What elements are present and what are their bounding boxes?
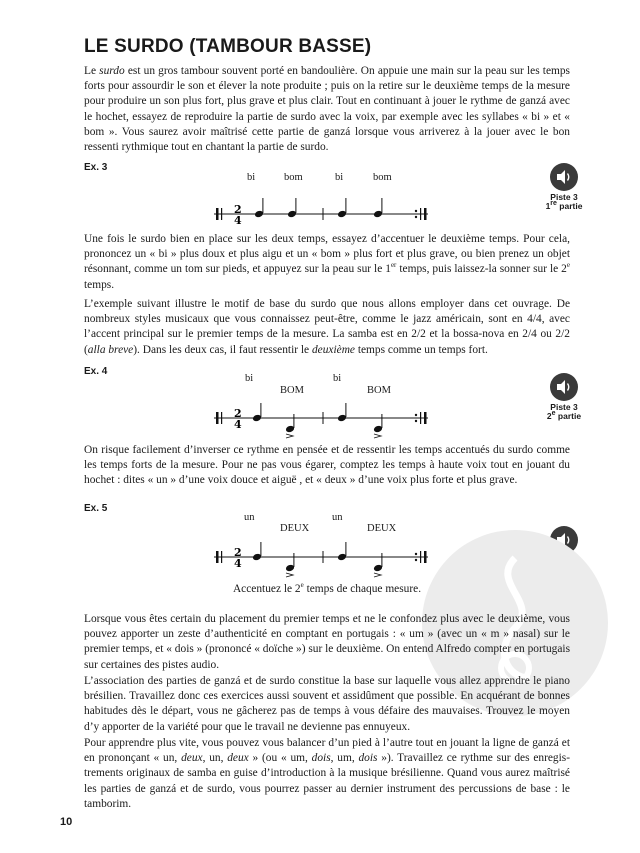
note	[252, 542, 262, 561]
paragraph-practice: Pour apprendre plus vite, vous pouvez vous balancer d’un pied à l’autre tout en jouant la ligne de ganzá et en prononçant « un, deux, un, deux » (ou « um, dois, um, dois »). Travaillez ce rythme sur des enregistrements originaux de samba en guise d’introduction à la musique brésilienne. Quand vous aurez maîtrisé les parties de ganzá et de surdo, vous pourrez passer au dernier instrument des percussions de base : le tamborim.	[84, 737, 571, 810]
example-4-label: Ex. 4	[84, 366, 108, 377]
note	[337, 542, 347, 561]
paragraph-association: L’association des parties de ganzá et de surdo constitue la base sur laquelle vous allez apprendre le piano brésilien. Travaillez donc ces exercices aussi souvent et assidûment que possible. En acquérant de bonnes habitudes dès le départ, vous ne gâcherez pas de temps à vous défaire des mauvaises. Trouvez le moyen d’y apporter de la variété pour que le travail ne devienne pas ennuyeux.	[84, 675, 570, 733]
svg-text:4: 4	[234, 557, 242, 570]
note	[285, 414, 295, 433]
paragraph-counting: On risque facilement d’inverser ce rythme en pensée et de ressentir les temps accentués du surdo comme les temps forts de la mesure. Pour ne pas vous égarer, comptez les temps à haute voix tout en jouant du hochet : dites « un » d’une voix douce et aiguë , et « deux » d’une voix plus forte et plus grave.	[84, 444, 570, 487]
syllable: un	[244, 512, 255, 523]
speaker-icon	[550, 163, 578, 191]
page-number: 10	[60, 816, 73, 828]
paragraph-motif: L’exemple suivant illustre le motif de base du surdo que nous allons employer dans cet ouvrage. De nombreux styles musicaux que vous connaissez peut-être, comme le jazz américain, sont en 4/4, avec l’accent principal sur le premier temps de la mesure. La samba est en 2/2 et la bossa-nova en 2/4 ou 2/2 (alla breve). Dans les deux cas, il faut ressentir le deuxième temps comme un temps fort.	[84, 298, 570, 356]
speaker-icon	[550, 373, 578, 401]
note	[337, 198, 347, 218]
svg-text:2: 2	[234, 546, 242, 559]
paragraph-intro: Le surdo est un gros tambour souvent porté en bandoulière. On appuie une main sur la peau sur les temps forts pour assourdir le son et élever la note produite ; puis on la retire sur le deuxième temps de la mesure pour produire un son plus fort, plus grave et plus clair. Tout en continuant à jouer le rythme de ganzá avec le hochet, essayez de reproduire la partie de surdo avec la voix, par exemple avec les syllabes « bi » et « bom ». Vous saurez avoir maîtrisé cette partie de ganzá lorsque vous arriverez à la jouer avec le bon ressenti rythmique tout en chantant la partie de surdo.	[84, 65, 570, 154]
paragraph-accent: Une fois le surdo bien en place sur les deux temps, essayez d’accentuer le deuxième temps. Pour cela, prononcez un « bi » plus doux et plus aigu et un « bom » plus fort et plus grave, ou bien prenez un objet résonnant, comme un tom sur pieds, et appuyez sur la peau sur le 1er temps, puis laissez-la sonner sur le 2e temps.	[84, 233, 570, 291]
paragraph-portuguese: Lorsque vous êtes certain du placement du premier temps et ne le confondez plus avec le deuxième, vous pouvez apporter un zeste d’authenticité en comptant en portugais : « um » (avec un « m » nasal) sur le premier temps, et « dois » (prononcé « doïche ») sur le deuxième. On entend Alfredo compter en portugais sur certaines des pistes audio.	[84, 613, 570, 671]
note	[337, 403, 347, 422]
syllable: bi	[245, 373, 254, 384]
page-title: LE SURDO (TAMBOUR BASSE)	[84, 36, 372, 57]
audio-track-1[interactable]: Piste 3 1re partie	[544, 163, 584, 211]
syllable: bom	[284, 172, 303, 183]
note	[373, 198, 383, 218]
accent-mark	[286, 434, 293, 438]
syllable: BOM	[280, 385, 304, 396]
note	[373, 553, 383, 572]
syllable: DEUX	[367, 523, 397, 534]
note	[254, 198, 264, 218]
syllable: bi	[335, 172, 344, 183]
svg-text:4: 4	[234, 418, 242, 431]
note	[252, 403, 262, 422]
note	[287, 198, 297, 218]
syllable: bom	[373, 172, 392, 183]
syllable: BOM	[367, 385, 391, 396]
svg-text:4: 4	[234, 214, 242, 227]
note	[285, 553, 295, 572]
accent-mark	[286, 573, 293, 577]
audio-track-2[interactable]: Piste 3 2e partie	[544, 373, 584, 421]
svg-text:2: 2	[234, 203, 242, 216]
syllable: DEUX	[280, 523, 310, 534]
example-5-label: Ex. 5	[84, 503, 108, 514]
accent-mark	[374, 573, 381, 577]
syllable: un	[332, 512, 343, 523]
syllable: bi	[333, 373, 342, 384]
example-3-label: Ex. 3	[84, 162, 108, 173]
svg-text:2: 2	[234, 407, 242, 420]
accent-mark	[374, 434, 381, 438]
example-5-caption: Accentuez le 2e temps de chaque mesure.	[232, 581, 422, 595]
note	[373, 414, 383, 433]
syllable: bi	[247, 172, 256, 183]
